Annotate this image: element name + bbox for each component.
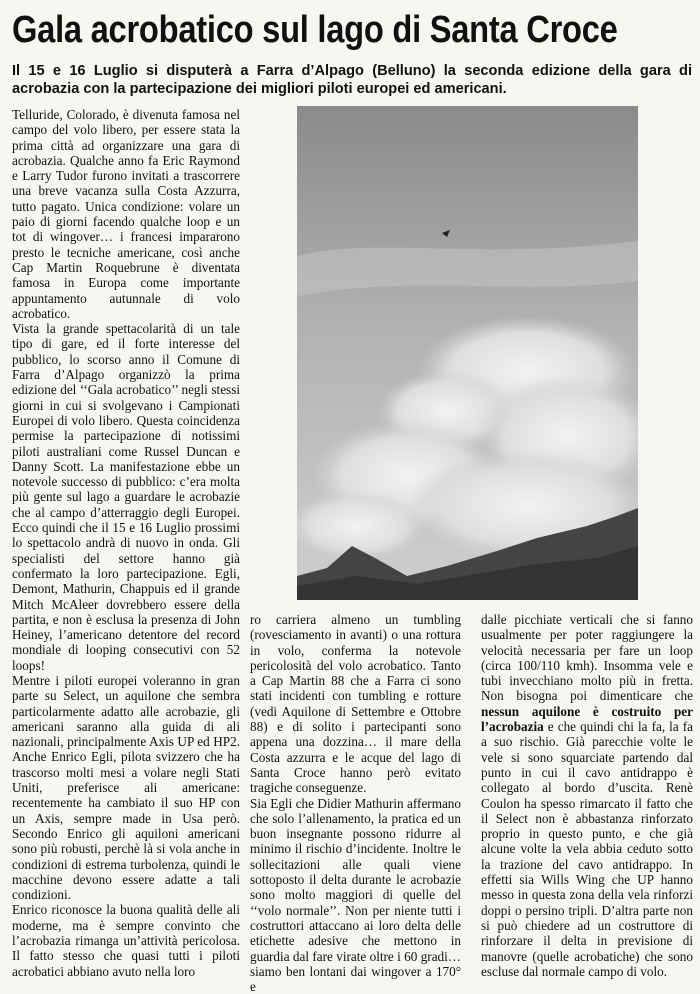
col1-paragraph: Mentre i piloti europei voleranno in gran parte su Select, un aquilone che sembra particolarmente adatto alle acrobazie, gli americani saranno alla guida di ali nazionali, principalmente Axis UP ed HP2. Anche Enrico Egli, pilota svizzero che ha trascorso molti mesi a volare negli Stati Uniti, preferisce ali americane: recentemente ha cambiato il suo HP con un Axis, sempre made in Usa però. Secondo Enrico gli aquiloni americani sono più robusti, perchè là si vola anche in condizioni di estrema turbolenza, quindi le macchine devono essere adatte a tali condizioni. — [12, 672, 240, 903]
standfirst: Il 15 e 16 Luglio si disputerà a Farra d’Alpago (Belluno) la seconda edizione della gara di acrobazia con la partecipazione dei migliori piloti europei ed americani. — [12, 63, 692, 97]
col1-paragraph: Vista la grande spettacolarità di un tale tipo di gare, ed il forte interesse del pubblico, lo scorso anno il Comune di Farra d’Alpago organizzò la prima edizione del ‘‘Gala acrobatico’’ negli stessi giorni in cui si svolgevano i Campionati Europei di volo libero. Questa coincidenza permise la partecipazione di notissimi piloti australiani come Russel Duncan e Danny Scott. La manifestazione ebbe un notevole successo di pubblico: c’era molta più gente sul lago a guardare le acrobazie che al campo d’atterraggio degli Europei. Ecco quindi che il 15 e 16 Luglio prossimi lo spettacolo andrà di nuovo in onda. Gli specialisti del settore hanno già confermato la loro partecipazione. Egli, Demont, Mathurin, Chappuis ed il grande Mitch McAleer dovrebbero essere della partita, e non è esclusa la presenza di John Heiney, l’americano detentore del record mondiale di looping consecutivi con 52 loops! — [12, 321, 240, 673]
col3-text: e che quindi chi la fa, la fa a suo rischio. Già parecchie volte le vele si sono squarciate partendo dal punto in cui il cavo antidrappo è collegato al bordo d’uscita. Renè Coulon ha spesso rimarcato il fatto che il Select non è abbastanza rinforzato proprio in questo punto, e che già alcune volte la vela abbia ceduto sotto la trazione del cavo antidrappo. In effetti sia Wills Wing che UP hanno messo in questa zona della vela rinforzi doppi o persino tripli. D’altra parte non si può chiedere ad un costruttore di rinforzare il delta in previsione di manovre (quelle acrobatiche) che sono escluse dal normale campo di volo. — [481, 719, 693, 979]
col2-paragraph: ro carriera almeno un tumbling (rovesciamento in avanti) o una rottura in volo, conferma la notevole pericolosità del volo acrobatico. Tanto a Cap Martin 88 che a Farra ci sono stati incidenti con tumbling e rotture (vedi Aquilone di Settembre e Ottobre 88) e di solito i partecipanti sono appena una dozzina… il mare della Costa azzurra e le acque del lago di Santa Croce hanno però evitato tragiche conseguenze. — [250, 612, 461, 796]
col1-paragraph: Telluride, Colorado, è divenuta famosa nel campo del volo libero, per essere stata la prima città ad organizzare una gara di acrobazia. Qualche anno fa Eric Raymond e Larry Tudor furono invitati a trascorrere una breve vacanza sulla Costa Azzurra, tutto pagato. Unica condizione: volare un paio di giorni facendo qualche loop e un tot di wingover… i francesi impararono presto le tecniche americane, così anche Cap Martin Roquebrune è diventata famosa in Europa come importante appuntamento autunnale di volo acrobatico. — [12, 107, 240, 321]
headline: Gala acrobatico sul lago di Santa Croce — [12, 9, 618, 51]
article-column-2 — [250, 612, 461, 994]
article-column-1 — [12, 107, 240, 979]
col2-paragraph: Sia Egli che Didier Mathurin affermano che solo l’allenamento, la pratica ed un buon insegnante possono ridurre al minimo il rischio d’incidente. Inoltre le sollecitazioni alle quali viene sottoposto il delta durante le acrobazie sono molto maggiori di quelle del ‘‘volo normale’’. Non per niente tutti i costruttori attaccano ai loro delta delle etichette adesive che mettono in guardia dal fare virate oltre i 60 gradi… siamo ben lontani dai wingover a 170° e — [250, 795, 461, 994]
col3-paragraph — [481, 612, 693, 979]
col1-paragraph: Enrico riconosce la buona qualità delle ali moderne, ma è sempre convinto che l’acrobazia rimanga un’attività pericolosa. Il fatto stesso che quasi tutti i piloti acrobatici abbiano avuto nella loro — [12, 902, 240, 979]
article-column-3 — [481, 612, 693, 979]
hang-glider-photo — [297, 106, 638, 600]
col3-text: dalle picchiate verticali che si fanno usualmente per poter raggiungere la velocità necessaria per fare un loop (circa 100/110 kmh). Insomma vele e tubi invecchiano molto più in fretta. Non bisogna poi dimenticare che — [481, 612, 693, 704]
col3-bold-text: nessun aquilone è costruito per l’acrobazia — [481, 703, 693, 735]
